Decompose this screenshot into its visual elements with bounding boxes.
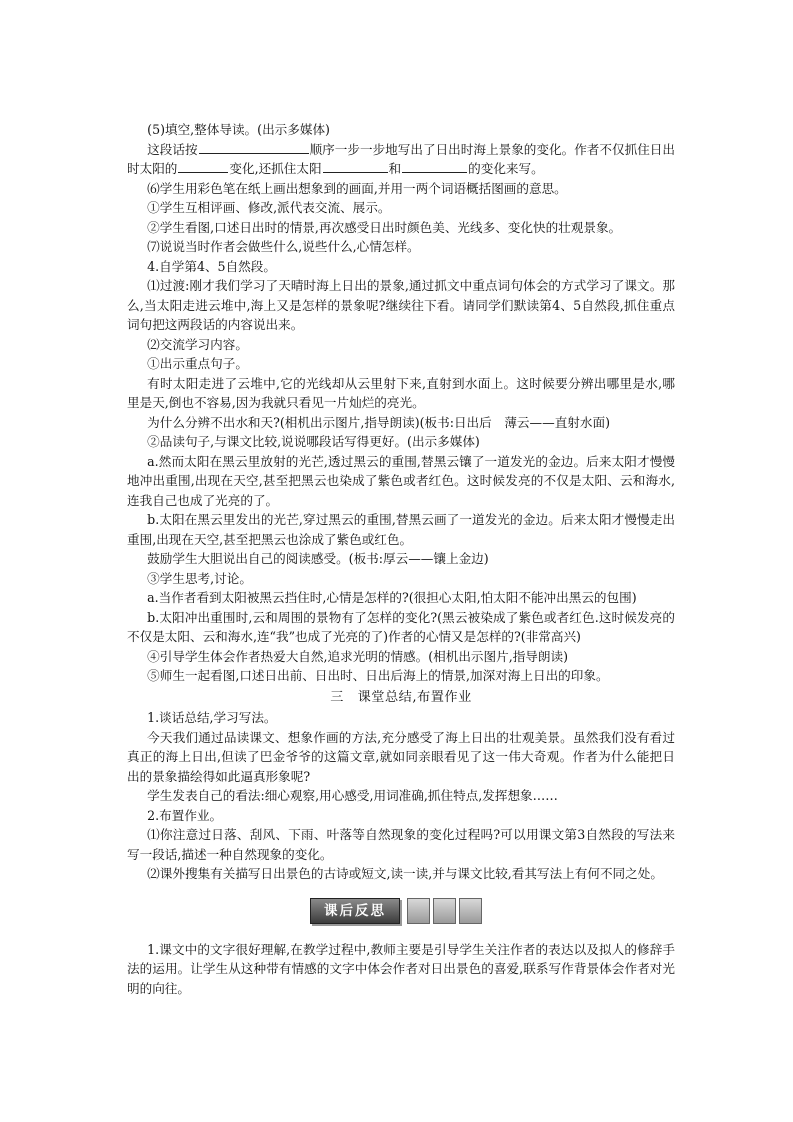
banner-square-3	[459, 898, 482, 924]
fill-text-3: 变化,还抓住太阳	[229, 161, 322, 176]
step-7-speak: ⑺说说当时作者会做些什么,说些什么,心情怎样。	[147, 239, 420, 254]
section-4-heading: 4.自学第4、5自然段。	[147, 258, 276, 274]
compare-a: a.然而太阳在黑云里放射的光芒,透过黑云的重围,替黑云镶了一道发光的金边。后来太阳才慢慢地冲出重围,出现在天空,甚至把黑云也染成了紫色或者红色。这时候发亮的不仅是太阳、云和海水,连我自己也成了光亮的了。	[127, 453, 675, 508]
step-5-fill-blank: (5)填空,整体导读。(出示多媒体)	[147, 122, 330, 137]
transition-paragraph: ⑴过渡:刚才我们学习了天晴时海上日出的景象,通过抓文中重点词句体会的方式学习了课文。那么,当太阳走进云堆中,海上又是怎样的景象呢?继续往下看。请同学们默读第4、5自然段,抓住重点词句把这两段话的内容说出来。	[127, 278, 675, 332]
summary-heading: 1.谈话总结,学习写法。	[147, 710, 277, 725]
student-views: 学生发表自己的看法:细心观察,用心感受,用词准确,抓住特点,发挥想象……	[147, 788, 558, 803]
key-sentence: 有时太阳走进了云堆中,它的光线却从云里射下来,直射到水面上。这时候要分辨出哪里是水,哪里是天,倒也不容易,因为我就只看见一片灿烂的亮光。	[127, 375, 675, 410]
homework-heading: 2.布置作业。	[147, 807, 223, 823]
banner-square-1	[407, 898, 430, 924]
question-water-sky: 为什么分辨不出水和天?(相机出示图片,指导朗读)(板书:日出后 薄云——直射水面)	[147, 414, 610, 430]
key-sentence-heading: ①出示重点句子。	[147, 356, 248, 371]
fill-text-4: 和	[388, 161, 402, 176]
reflection-paragraph: 1.课文中的文字很好理解,在教学过程中,教师主要是引导学生关注作者的表达以及拟人的修辞手法的运用。让学生从这种带有情感的文字中体会作者对日出景色的喜爱,联系写作背景体会作者对光明的向往。	[127, 941, 675, 996]
fill-blank-paragraph	[127, 140, 675, 179]
step-6-item-2: ②学生看图,口述日出时的情景,再次感受日出时颜色美、光线多、变化快的壮观景象。	[147, 219, 622, 235]
step-6-item-1: ①学生互相评画、修改,派代表交流、展示。	[147, 200, 391, 215]
discuss-a: a.当作者看到太阳被黑云挡住时,心情是怎样的?(很担心太阳,怕太阳不能冲出黑云的包围)	[147, 590, 637, 605]
encourage-students: 鼓励学生大胆说出自己的阅读感受。(板书:厚云——镶上金边)	[147, 551, 489, 566]
reflection-banner-title: 课后反思	[310, 898, 400, 924]
summary-paragraph: 今天我们通过品读课文、想象作画的方法,充分感受了海上日出的壮观美景。虽然我们没有看过真正的海上日出,但读了巴金爷爷的这篇文章,就如同亲眼看见了这一伟大奇观。作者为什么能把日出的景象描绘得如此逼真形象呢?	[127, 729, 675, 784]
compare-heading: ②品读句子,与课文比较,说说哪段话写得更好。(出示多媒体)	[147, 434, 480, 449]
fill-text-5: 的变化来写。	[468, 161, 544, 176]
blank-4	[402, 160, 467, 173]
emotion-guide: ④引导学生体会作者热爱大自然,追求光明的情感。(相机出示图片,指导朗读)	[147, 648, 568, 664]
blank-1	[199, 141, 309, 154]
discuss-b: b.太阳冲出重围时,云和周围的景物有了怎样的变化?(黑云被染成了紫色或者红色.这时候发亮的不仅是太阳、云和海水,连“我”也成了光亮的了)作者的心情又是怎样的?(非常高兴)	[127, 609, 675, 644]
blank-3	[323, 160, 388, 173]
discuss-heading: ③学生思考,讨论。	[147, 570, 252, 586]
reflection-banner	[127, 898, 675, 924]
fill-text-2: 顺序一步一步地写出了日出时海上景象的变化。作者不仅抓住日出时太阳的	[127, 141, 676, 176]
blank-2	[178, 160, 228, 173]
banner-square-2	[433, 898, 456, 924]
lesson-content	[127, 120, 675, 998]
step-6-draw: ⑹学生用彩色笔在纸上画出想象到的画面,并用一两个词语概括图画的意思。	[147, 180, 567, 196]
fill-text-1: 这段话按	[147, 141, 198, 157]
homework-1: ⑴你注意过日落、刮风、下雨、叶落等自然现象的变化过程吗?可以用课文第3自然段的写法来写一段话,描述一种自然现象的变化。	[127, 827, 675, 862]
exchange-heading: ⑵交流学习内容。	[147, 336, 248, 352]
section-3-title: 三 课堂总结,布置作业	[330, 689, 472, 705]
compare-b: b.太阳在黑云里发出的光芒,穿过黑云的重围,替黑云画了一道发光的金边。后来太阳才慢慢走出重围,出现在天空,甚至把黑云也涂成了紫色或红色。	[127, 512, 675, 547]
picture-review: ⑤师生一起看图,口述日出前、日出时、日出后海上的情景,加深对海上日出的印象。	[147, 668, 609, 683]
homework-2: ⑵课外搜集有关描写日出景色的古诗或短文,读一读,并与课文比较,看其写法上有何不同之处。	[147, 866, 663, 881]
